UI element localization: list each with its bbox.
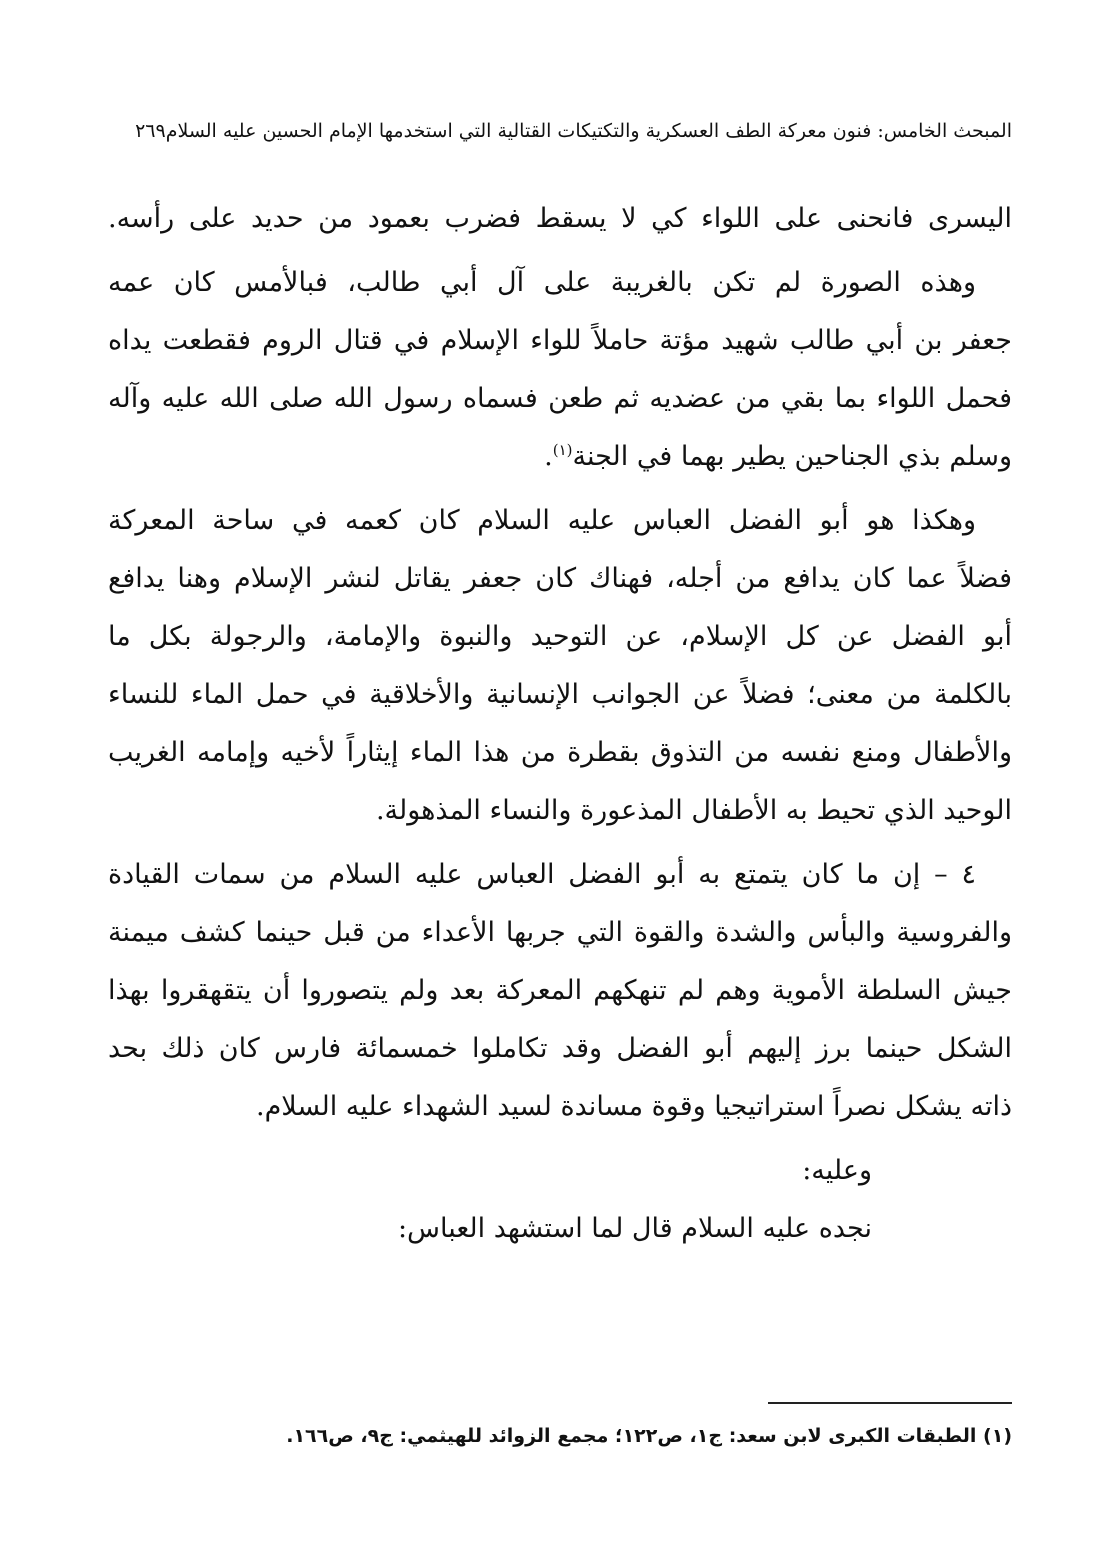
body-line: أبو الفضل عن كل الإسلام، عن التوحيد والنبوة والإمامة، والرجولة بكل ما bbox=[108, 621, 1012, 652]
body-line: ٤ – إن ما كان يتمتع به أبو الفضل العباس عليه السلام من سمات القيادة bbox=[108, 859, 976, 890]
body-line: جيش السلطة الأموية وهم لم تنهكهم المعركة بعد ولم يتصوروا أن يتقهقروا بهذا bbox=[108, 975, 1012, 1006]
header-rule bbox=[88, 158, 1012, 159]
body-line: وهكذا هو أبو الفضل العباس عليه السلام كان كعمه في ساحة المعركة bbox=[108, 505, 976, 536]
body-line: ذاته يشكل نصراً استراتيجيا وقوة مساندة لسيد الشهداء عليه السلام. bbox=[256, 1091, 1012, 1122]
body-line: الشكل حينما برز إليهم أبو الفضل وقد تكاملوا خمسمائة فارس كان ذلك بحد bbox=[108, 1033, 1012, 1064]
body-line: فحمل اللواء بما بقي من عضديه ثم طعن فسماه رسول الله صلى الله عليه وآله bbox=[108, 383, 1012, 414]
running-header-title: المبحث الخامس: فنون معركة الطف العسكرية والتكتيكات القتالية التي استخدمها الإمام الحسين عليه السلام bbox=[165, 120, 1012, 142]
body-line: بالكلمة من معنى؛ فضلاً عن الجوانب الإنسانية والأخلاقية في حمل الماء للنساء bbox=[108, 679, 1012, 710]
body-line: والأطفال ومنع نفسه من التذوق بقطرة من هذا الماء إيثاراً لأخيه وإمامه الغريب bbox=[108, 737, 1012, 768]
running-header bbox=[88, 116, 1012, 146]
footnote-rule bbox=[768, 1402, 1012, 1404]
body-line: وهذه الصورة لم تكن بالغريبة على آل أبي طالب، فبالأمس كان عمه bbox=[108, 267, 976, 298]
body-line-with-footnote bbox=[108, 428, 1012, 486]
body-line: الوحيد الذي تحيط به الأطفال المذعورة والنساء المذهولة. bbox=[375, 795, 1012, 826]
body-line: جعفر بن أبي طالب شهيد مؤتة حاملاً للواء الإسلام في قتال الروم فقطعت يداه bbox=[108, 325, 1012, 356]
body-line-text: وسلم بذي الجناحين يطير بهما في الجنة bbox=[572, 441, 1012, 472]
section-label: وعليه: bbox=[802, 1155, 872, 1186]
page-number: ٢٦٩ bbox=[135, 120, 166, 142]
body-text bbox=[108, 190, 1012, 1258]
body-line: نجده عليه السلام قال لما استشهد العباس: bbox=[397, 1213, 872, 1244]
body-line: والفروسية والبأس والشدة والقوة التي جربها الأعداء من قبل حينما كشف ميمنة bbox=[108, 917, 1012, 948]
body-line: اليسرى فانحنى على اللواء كي لا يسقط فضرب بعمود من حديد على رأسه. bbox=[108, 203, 1012, 234]
footnote: (١) الطبقات الكبرى لابن سعد: ج١، ص١٢٢؛ مجمع الزوائد للهيثمي: ج٩، ص١٦٦. bbox=[286, 1425, 1012, 1447]
line-end-punctuation: . bbox=[544, 441, 553, 472]
body-line: فضلاً عما كان يدافع من أجله، فهناك كان جعفر يقاتل لنشر الإسلام وهنا يدافع bbox=[108, 563, 1012, 594]
footnote-reference: (١) bbox=[552, 441, 573, 459]
